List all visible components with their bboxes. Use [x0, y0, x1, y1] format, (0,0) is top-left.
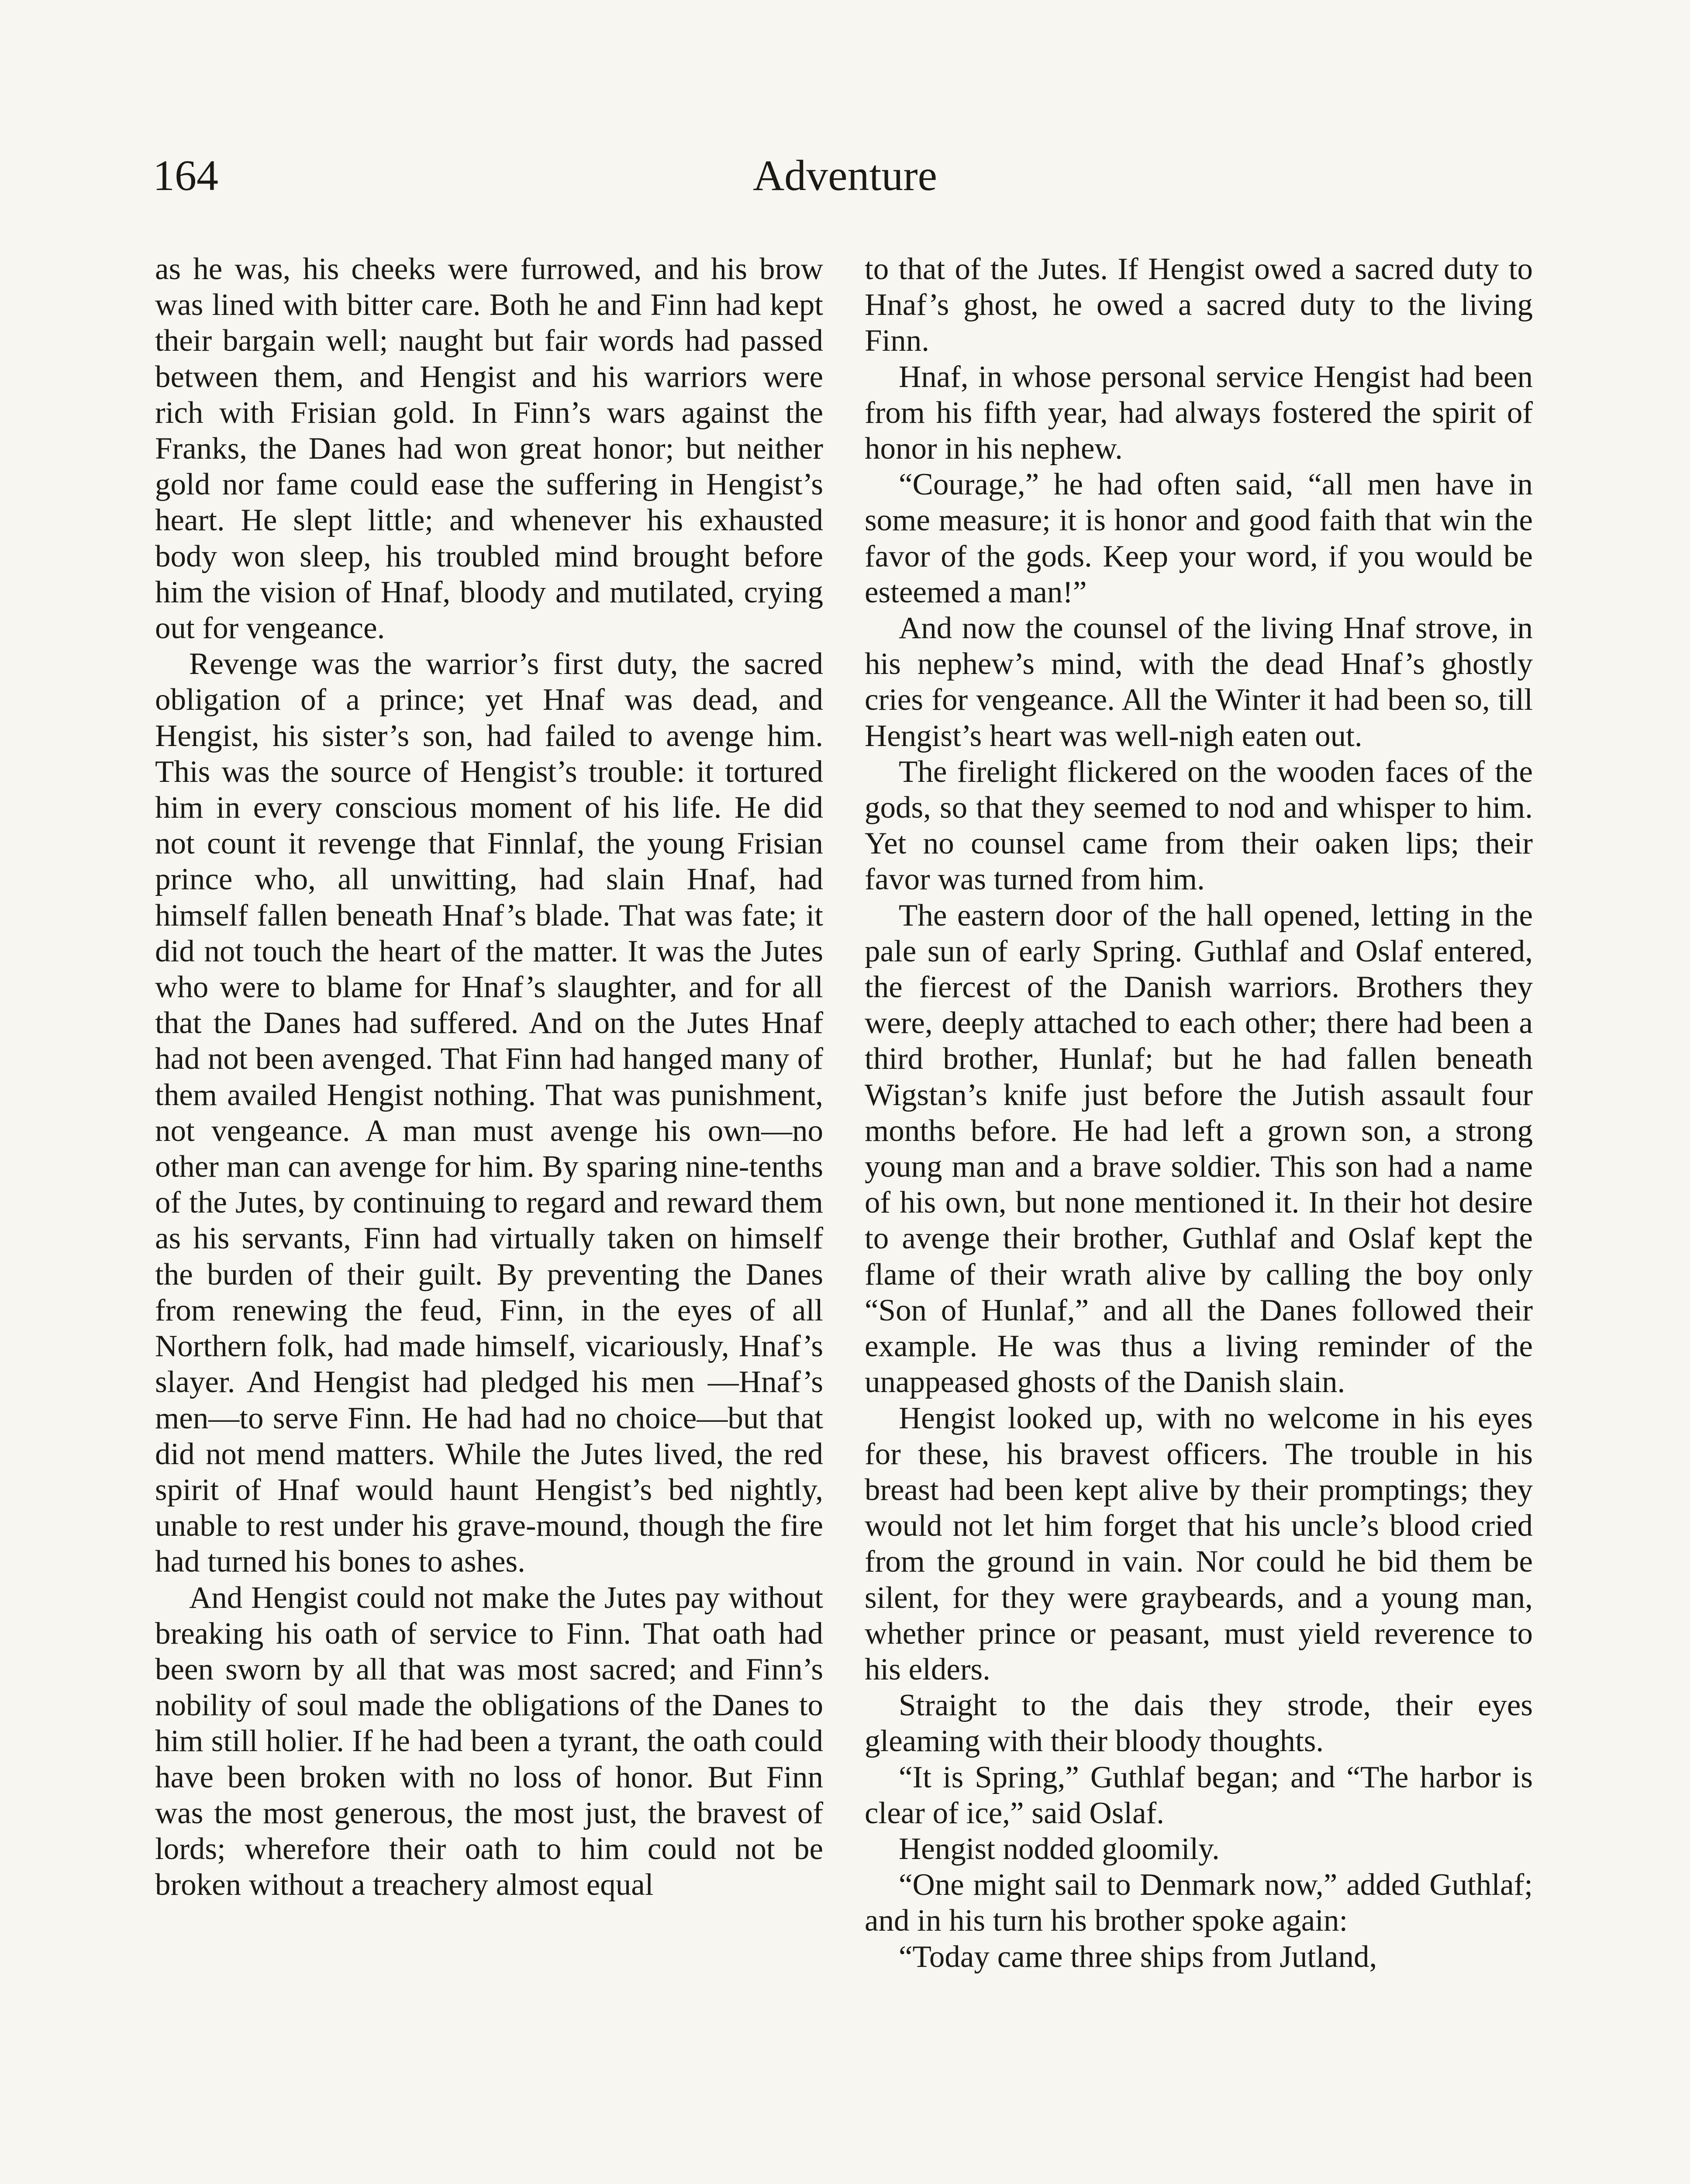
paragraph: Hnaf, in whose personal service Hengist had been from his fifth year, had always fostered the spirit of honor in his nephew. [865, 359, 1533, 466]
paragraph: And now the counsel of the living Hnaf strove, in his nephew’s mind, with the dead Hnaf’s ghostly cries for vengeance. All the Winter it had been so, till Hengist’s heart was well-nigh eaten out. [865, 611, 1533, 753]
paragraph: Revenge was the warrior’s first duty, the sacred obligation of a prince; yet Hnaf was dead, and Hengist, his sister’s son, had failed to avenge him. This was the source of Hengist’s trouble: it tortured him in every conscious moment of his life. He did not count it revenge that Finnlaf, the young Frisian prince who, all unwitting, had slain Hnaf, had himself fallen beneath Hnaf’s blade. That was fate; it did not touch the heart of the matter. It was the Jutes who were to blame for Hnaf’s slaughter, and for all that the Danes had suffered. And on the Jutes Hnaf had not been avenged. That Finn had hanged many of them availed Hengist nothing. That was punishment, not vengeance. A man must avenge his own—no other man can avenge for him. By sparing nine-tenths of the Jutes, by continuing to regard and reward them as his servants, Finn had virtually taken on himself the burden of their guilt. By preventing the Danes from renewing the feud, Finn, in the eyes of all Northern folk, had made himself, vicariously, Hnaf’s slayer. And Hengist had pledged his men —Hnaf’s men—to serve Finn. He had had no choice—but that did not mend matters. While the Jutes lived, the red spirit of Hnaf would haunt Hengist’s bed nightly, unable to rest under his grave-mound, though the fire had turned his bones to ashes. [155, 647, 823, 1579]
paragraph: And Hengist could not make the Jutes pay without breaking his oath of service to Finn. That oath had been sworn by all that was most sacred; and Finn’s nobility of soul made the obligations of the Danes to him still holier. If he had been a tyrant, the oath could have been broken with no loss of honor. But Finn was the most generous, the most just, the bravest of lords; wherefore their oath to him could not be broken without a treachery almost equal [155, 1580, 823, 1902]
paragraph: “Today came three ships from Jutland, [899, 1939, 1377, 1974]
paragraph: The firelight flickered on the wooden faces of the gods, so that they seemed to nod and whisper to him. Yet no counsel came from their oaken lips; their favor was turned from him. [865, 754, 1533, 897]
paragraph: The eastern door of the hall opened, letting in the pale sun of early Spring. Guthlaf and Oslaf entered, the fiercest of the Danish warriors. Brothers they were, deeply attached to each other; there had been a third brother, Hunlaf; but he had fallen beneath Wigstan’s knife just before the Jutish assault four months before. He had left a grown son, a strong young man and a brave soldier. This son had a name of his own, but none mentioned it. In their hot desire to avenge their brother, Guthlaf and Oslaf kept the flame of their wrath alive by calling the boy only “Son of Hunlaf,” and all the Danes followed their example. He was thus a living reminder of the unappeased ghosts of the Danish slain. [865, 898, 1533, 1400]
paragraph: Hengist nodded gloomily. [899, 1832, 1220, 1866]
right-column [865, 251, 1533, 1975]
page-number: 164 [153, 151, 218, 200]
paragraph: “Courage,” he had often said, “all men have in some measure; it is honor and good faith that win the favor of the gods. Keep your word, if you would be esteemed a man!” [865, 467, 1533, 609]
paragraph: Hengist looked up, with no welcome in his eyes for these, his bravest officers. The trouble in his breast had been kept alive by their promptings; they would not let him forget that his uncle’s blood cried from the ground in vain. Nor could he bid them be silent, for they were graybeards, and a young man, whether prince or peasant, must yield reverence to his elders. [865, 1401, 1533, 1686]
paragraph: “It is Spring,” Guthlaf began; and “The harbor is clear of ice,” said Oslaf. [865, 1760, 1533, 1830]
paragraph: “One might sail to Denmark now,” added Guthlaf; and in his turn his brother spoke again: [865, 1868, 1533, 1938]
left-column [155, 251, 823, 1903]
paragraph: to that of the Jutes. If Hengist owed a sacred duty to Hnaf’s ghost, he owed a sacred duty to the living Finn. [865, 252, 1533, 358]
paragraph: as he was, his cheeks were furrowed, and his brow was lined with bitter care. Both he and Finn had kept their bargain well; naught but fair words had passed between them, and Hengist and his warriors were rich with Frisian gold. In Finn’s wars against the Franks, the Danes had won great honor; but neither gold nor fame could ease the suffering in Hengist’s heart. He slept little; and whenever his exhausted body won sleep, his troubled mind brought before him the vision of Hnaf, bloody and mutilated, crying out for vengeance. [155, 252, 823, 646]
running-head: Adventure [752, 151, 938, 200]
paragraph: Straight to the dais they strode, their eyes gleaming with their bloody thoughts. [865, 1688, 1533, 1759]
